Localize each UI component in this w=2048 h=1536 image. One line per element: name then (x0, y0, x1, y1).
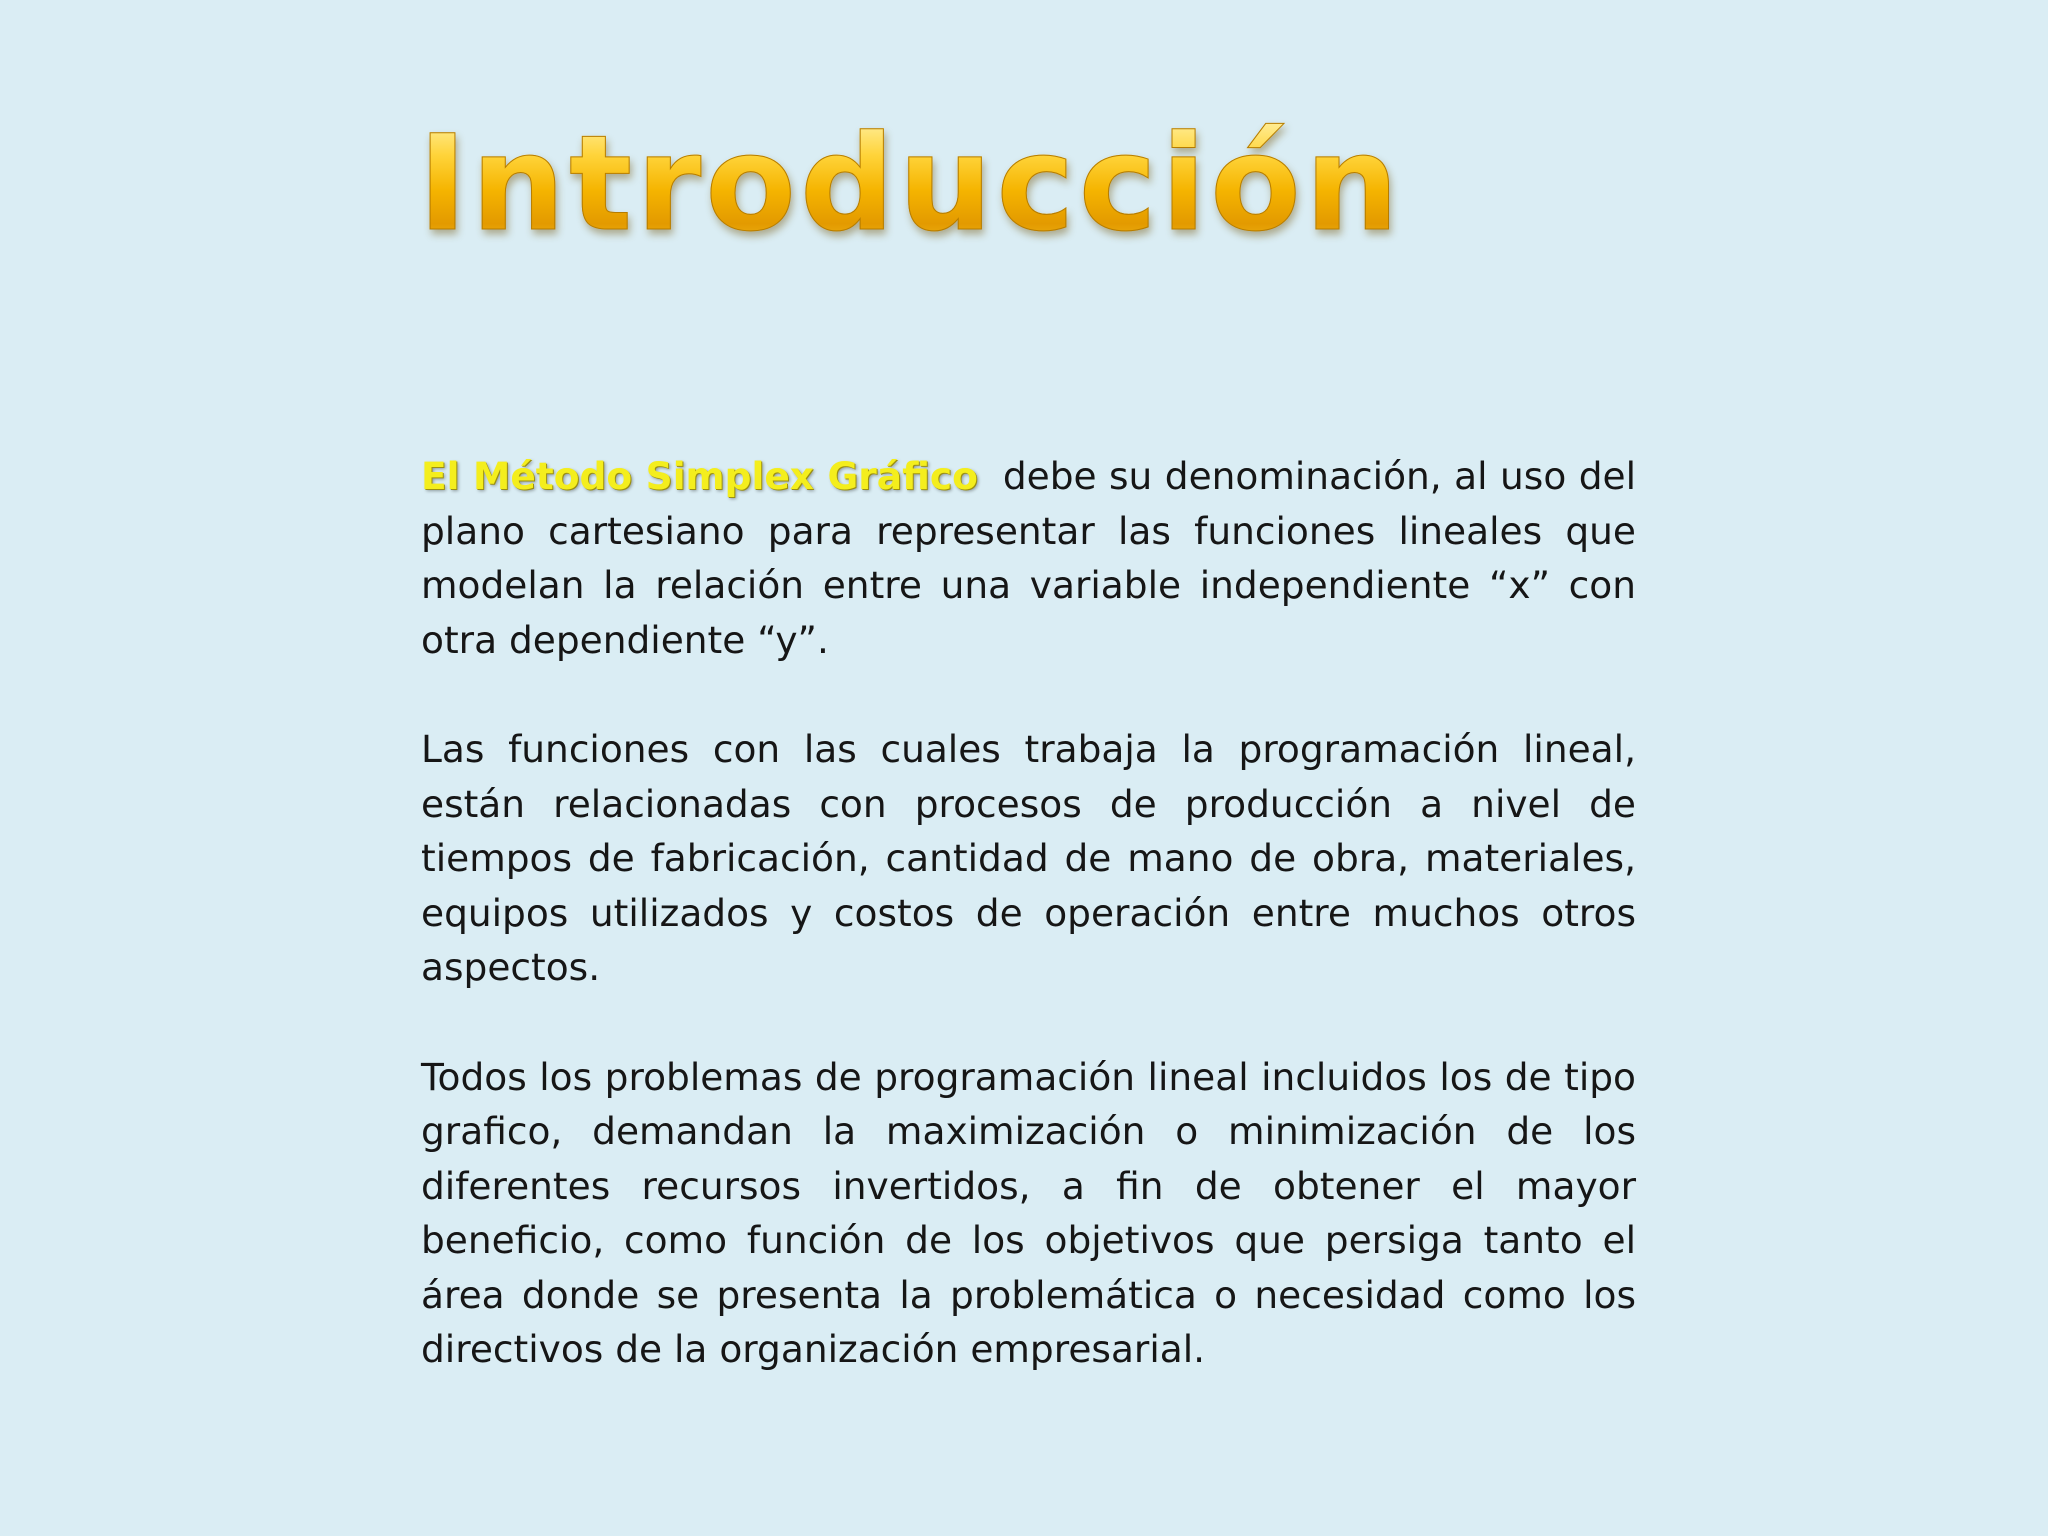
intro-paragraph (421, 449, 1636, 667)
slide-title: Introducción (418, 107, 1403, 261)
slide-body (421, 449, 1636, 1432)
intro-paragraph-text: debe su denominación, al uso del plano cartesiano para representar las funciones lineales que modelan la relación entre una variable independiente “x” con otra dependiente “y”. (421, 454, 1637, 662)
problems-paragraph: Todos los problemas de programación lineal incluidos los de tipo grafico, demandan la maximización o minimización de los diferentes recursos invertidos, a fin de obtener el mayor beneficio, como función de los objetivos que persiga tanto el área donde se presenta la problemática o necesidad como los directivos de la organización empresarial. (421, 1054, 1636, 1371)
highlighted-term: El Método Simplex Gráfico (421, 454, 978, 498)
functions-paragraph: Las funciones con las cuales trabaja la programación lineal, están relacionadas con procesos de producción a nivel de tiempos de fabricación, cantidad de mano de obra, materiales, equipos utilizados y costos de operación entre muchos otros aspectos. (421, 727, 1636, 989)
